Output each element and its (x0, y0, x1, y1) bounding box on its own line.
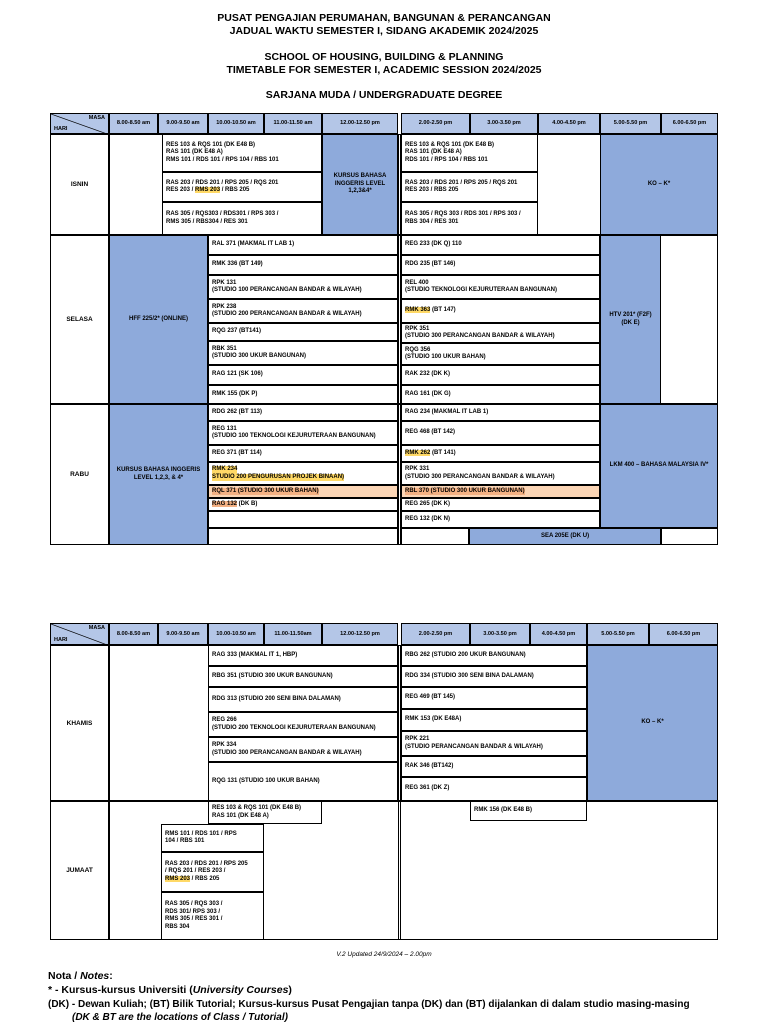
rabu-empty-cell (208, 511, 398, 528)
rabu-class-am-4 (208, 462, 398, 485)
rabu-sea: SEA 205E (DK U) (469, 528, 661, 545)
time-header: 5.00-5.50 pm (600, 113, 661, 134)
day-selasa: SELASA (50, 235, 109, 404)
class-text: / RBS 205 (190, 875, 220, 882)
note-3: (DK & BT are the locations of Class / Tutorial) (72, 1012, 288, 1023)
class-line: RAK 232 (DK K) (405, 371, 451, 378)
highlight-text: RQL 371 (STUDIO 300 UKUR BAHAN) (212, 487, 319, 494)
day-khamis: KHAMIS (50, 645, 109, 801)
class-line: RPK 351 (405, 325, 430, 332)
time-header: 5.00-5.50 pm (587, 623, 649, 645)
time-header: 9.00-9.50 am (158, 113, 208, 134)
class-line: RAS 305 / RQS 303 / (165, 901, 223, 907)
selasa-class-am-8 (208, 385, 398, 404)
hari-label: HARI (54, 637, 68, 643)
class-line: (STUDIO 100 PERANCANGAN BANDAR & WILAYAH) (212, 287, 362, 293)
class-line (212, 501, 394, 509)
selasa-class-pm-3 (401, 275, 600, 299)
header-line-3: SCHOOL OF HOUSING, BUILDING & PLANNING (264, 51, 504, 63)
class-line: RQG 131 (STUDIO 100 UKUR BAHAN) (212, 777, 320, 784)
class-line: RAS 203 / RDS 201 / RPS 205 (165, 860, 248, 867)
class-line: RAS 101 (DK E48 A) (405, 149, 462, 156)
class-text: RES 203 / (166, 187, 196, 193)
rabu-class-am-5 (208, 485, 398, 498)
class-line: RAS 101 (DK E48 A) (212, 812, 269, 819)
class-line (165, 876, 260, 884)
jumaat-class-pm-1: RMK 156 (DK E48 B) (470, 801, 587, 821)
class-line (405, 307, 596, 315)
selasa-class-am-5 (208, 323, 398, 341)
rabu-empty-cell (208, 528, 398, 545)
rabu-class-am-3: REG 371 (BT 114) (208, 445, 398, 462)
class-line: REG 266 (212, 717, 237, 723)
day-isnin: ISNIN (50, 134, 109, 235)
khamis-class-pm-2 (401, 666, 587, 687)
class-line: RAG 161 (DK G) (405, 390, 451, 397)
class-line: REG 361 (DK Z) (405, 785, 450, 792)
notes-title-a: Nota / (48, 970, 81, 982)
selasa-htv: HTV 201* (F2F) (DK E) (600, 235, 661, 404)
selasa-class-pm-1 (401, 235, 600, 255)
class-line: RDG 235 (BT 146) (405, 261, 456, 268)
time-header: 4.00-4.50 pm (538, 113, 600, 134)
time-header: 2.00-2.50 pm (401, 623, 470, 645)
class-line: REG 131 (212, 425, 237, 432)
class-line: RAL 371 (MAKMAL IT LAB 1) (212, 241, 295, 248)
masa-label: MASA (88, 625, 105, 631)
isnin-class-pm-1 (401, 134, 538, 172)
notes-title-b: Notes (80, 970, 110, 982)
class-line: RMS 101 / RDS 101 / RPS (165, 830, 237, 837)
khamis-ko-k: KO – K* (587, 645, 718, 801)
note-1b: University Courses (192, 984, 289, 996)
selasa-class-pm-8 (401, 385, 600, 404)
class-line: RDG 313 (STUDIO 200 SENI BINA DALAMAN) (212, 695, 341, 702)
header-line-2: JADUAL WAKTU SEMESTER I, SIDANG AKADEMIK 2024/2025 (229, 25, 539, 37)
khamis-class-am-3 (208, 687, 398, 712)
class-line: REL 400 (405, 279, 429, 286)
notes-title-c: : (109, 970, 113, 982)
note-2: (DK) - Dewan Kuliah; (BT) Bilik Tutorial; Kursus-kursus Pusat Pengajian tanpa (DK) dan (BT) dijalankan di dalam studio masing-masing (48, 999, 690, 1010)
jumaat-class-am-4 (161, 892, 264, 940)
class-line (405, 450, 596, 458)
highlight-text: RMK 363 (405, 307, 431, 314)
rabu-class-pm-2: REG 468 (BT 142) (401, 421, 600, 445)
class-line: RPK 238 (212, 303, 237, 310)
time-header: 10.00-10.50 am (208, 113, 264, 134)
class-line: (STUDIO PERANCANGAN BANDAR & WILAYAH) (405, 743, 543, 750)
jumaat-class-am-1 (208, 801, 322, 824)
isnin-class-pm-2 (401, 172, 538, 202)
header-line-4: TIMETABLE FOR SEMESTER I, ACADEMIC SESSION 2024/2025 (226, 64, 542, 76)
rabu-class-pm-1: RAG 234 (MAKMAL IT LAB 1) (401, 404, 600, 421)
isnin-class-am-1 (162, 134, 322, 172)
isnin-class-am-2 (162, 172, 322, 202)
time-header: 12.00-12.50 pm (322, 113, 398, 134)
lunch-divider (398, 645, 401, 940)
class-line: RPK 334 (212, 742, 237, 748)
class-line: RBG 351 (STUDIO 300 UKUR BANGUNAN) (212, 672, 333, 679)
selasa-class-pm-4 (401, 299, 600, 323)
class-line: 104 / RBS 101 (165, 838, 205, 844)
time-header: 8.00-8.50 am (109, 623, 158, 645)
rabu-empty-cell (401, 528, 469, 545)
rabu-class-pm-7: REG 132 (DK N) (401, 511, 600, 528)
rabu-class-pm-5 (401, 485, 600, 498)
rabu-class-am-6 (208, 498, 398, 511)
class-line: RMS 101 / RDS 101 / RPS 104 / RBS 101 (166, 156, 279, 163)
highlight-text: STUDIO 200 PENGURUSAN PROJEK BINAAN) (212, 473, 345, 480)
class-line: RMK 155 (DK P) (212, 390, 258, 397)
class-line: RES 103 & RQS 101 (DK E48 B) (212, 805, 302, 811)
highlight-text: RMS 203 (165, 875, 191, 882)
isnin-class-pm-3 (401, 202, 538, 235)
khamis-class-pm-5 (401, 731, 587, 756)
class-line: RPK 331 (405, 466, 430, 472)
class-line: RBS 304 (165, 923, 190, 930)
rabu-lkm: LKM 400 – BAHASA MALAYSIA IV* (600, 404, 718, 528)
time-header: 11.00-11.50am (264, 623, 322, 645)
class-line: RPK 131 (212, 279, 237, 286)
version-note: V.2 Updated 24/9/2024 – 2.00pm (336, 951, 432, 958)
jumaat-class-am-3 (161, 852, 264, 892)
class-line: RAS 203 / RDS 201 / RPS 205 / RQS 201 (405, 179, 518, 186)
highlight-text: RMK 234 (212, 466, 238, 472)
khamis-class-am-2 (208, 666, 398, 687)
selasa-class-am-6 (208, 341, 398, 365)
class-line: RDS 101 / RPS 104 / RBS 101 (405, 156, 488, 163)
class-line: (STUDIO 300 PERANCANGAN BANDAR & WILAYAH) (405, 333, 555, 339)
selasa-class-am-1 (208, 235, 398, 255)
class-line: RDG 334 (STUDIO 300 SENI BINA DALAMAN) (405, 672, 534, 679)
day-jumaat: JUMAAT (50, 801, 109, 940)
hari-label: HARI (54, 126, 68, 132)
class-line: (STUDIO TEKNOLOGI KEJURUTERAAN BANGUNAN) (405, 287, 557, 293)
rabu-empty-cell (661, 528, 718, 545)
selasa-hff: HFF 225/2* (ONLINE) (109, 235, 208, 404)
class-line: RES 103 & RQS 101 (DK E48 B) (405, 141, 495, 148)
selasa-class-am-3 (208, 275, 398, 299)
class-line: RAS 101 (DK E48 A) (166, 149, 223, 156)
class-line: (STUDIO 200 TEKNOLOGI KEJURUTERAAN BANGUNAN) (212, 724, 376, 731)
masa-label: MASA (88, 115, 105, 121)
class-line: (STUDIO 300 PERANCANGAN BANDAR & WILAYAH) (405, 473, 555, 480)
selasa-class-pm-5 (401, 323, 600, 343)
class-line: RQG 237 (BT141) (212, 328, 262, 335)
header-line-1: PUSAT PENGAJIAN PERUMAHAN, BANGUNAN & PERANCANGAN (217, 12, 551, 24)
lunch-divider (398, 134, 401, 545)
highlight-text: RMS 203 (195, 187, 221, 193)
class-line: RQG 356 (405, 346, 431, 353)
time-header: 6.00-6.50 pm (649, 623, 718, 645)
rabu-class-pm-4 (401, 462, 600, 485)
class-line: RBK 351 (212, 345, 237, 352)
class-line: RBG 262 (STUDIO 200 UKUR BANGUNAN) (405, 651, 526, 658)
class-line: RPK 221 (405, 736, 430, 742)
selasa-class-pm-7 (401, 365, 600, 385)
header-line-5: SARJANA MUDA / UNDERGRADUATE DEGREE (265, 89, 503, 101)
time-header: 2.00-2.50 pm (401, 113, 470, 134)
selasa-class-am-7 (208, 365, 398, 385)
class-line: RES 203 / RBS 205 (405, 187, 459, 193)
time-header: 11.00-11.50 am (264, 113, 322, 134)
highlight-text: RMK 262 (405, 449, 431, 456)
time-header: 4.00-4.50 pm (530, 623, 587, 645)
class-line: RMS 305 / RBS304 / RES 301 (166, 218, 248, 225)
class-text: (BT 141) (430, 449, 456, 456)
class-line: REG 233 (DK Q) 110 (405, 241, 462, 248)
highlight-text: RAG 132 (212, 500, 238, 507)
khamis-class-am-5 (208, 737, 398, 762)
rabu-class-pm-6: REG 265 (DK K) (401, 498, 600, 511)
corner-cell (50, 623, 109, 645)
class-line: (STUDIO 100 UKUR BAHAN) (405, 354, 486, 360)
class-line: (STUDIO 100 TEKNOLOGI KEJURUTERAAN BANGUNAN) (212, 433, 376, 439)
rabu-class-pm-3 (401, 445, 600, 462)
khamis-class-am-4 (208, 712, 398, 737)
class-text: (DK B) (237, 500, 258, 507)
time-header: 3.00-3.50 pm (470, 623, 530, 645)
selasa-class-pm-2 (401, 255, 600, 275)
khamis-class-am-6 (208, 762, 398, 801)
isnin-class-am-3 (162, 202, 322, 235)
rabu-class-am-2 (208, 421, 398, 445)
selasa-class-pm-6 (401, 343, 600, 365)
class-line: RES 103 & RQS 101 (DK E48 B) (166, 141, 256, 148)
note-1a: * - Kursus-kursus Universiti ( (48, 984, 193, 996)
time-header: 6.00-6.50 pm (661, 113, 718, 134)
time-header: 3.00-3.50 pm (470, 113, 538, 134)
corner-cell (50, 113, 109, 134)
class-line: RMK 336 (BT 149) (212, 261, 263, 268)
class-line: RMK 153 (DK E48A) (405, 716, 462, 723)
class-line: / RQS 201 / RES 203 / (165, 868, 226, 875)
class-line (166, 187, 318, 195)
notes-title (48, 970, 113, 983)
khamis-class-pm-7 (401, 777, 587, 801)
class-line: RAG 121 (SK 106) (212, 371, 263, 378)
isnin-kursus-bahasa: KURSUS BAHASA INGGERIS LEVEL 1,2,3&4* (322, 134, 398, 235)
class-line: RAS 203 / RDS 201 / RPS 205 / RQS 201 (166, 179, 279, 186)
class-line: RAG 333 (MAKMAL IT 1, HBP) (212, 651, 298, 658)
jumaat-class-am-2 (161, 824, 264, 852)
rabu-class-am-1: RDG 262 (BT 113) (208, 404, 398, 421)
khamis-class-pm-6 (401, 756, 587, 777)
isnin-ko-k: KO – K* (600, 134, 718, 235)
khamis-class-pm-4 (401, 709, 587, 731)
time-header: 10.00-10.50 am (208, 623, 264, 645)
time-header: 8.00-8.50 am (109, 113, 158, 134)
time-header: 9.00-9.50 am (158, 623, 208, 645)
day-rabu: RABU (50, 404, 109, 545)
highlight-text: RBL 370 (STUDIO 300 UKUR BANGUNAN) (405, 487, 525, 494)
class-text: / RBS 205 (220, 187, 250, 193)
class-line: (STUDIO 200 PERANCANGAN BANDAR & WILAYAH) (212, 311, 362, 317)
time-header: 12.00-12.50 pm (322, 623, 398, 645)
class-line: RAS 305 / RQS303 / RDS301 / RPS 303 / (166, 211, 279, 217)
note-1 (48, 984, 292, 997)
class-line: RBS 304 / RES 301 (405, 218, 459, 225)
class-line: REG 469 (BT 145) (405, 694, 456, 701)
khamis-class-pm-3 (401, 687, 587, 709)
selasa-class-am-2 (208, 255, 398, 275)
class-line: (STUDIO 300 UKUR BANGUNAN) (212, 353, 307, 359)
class-line: RAS 305 / RQS 303 / RDS 301 / RPS 303 / (405, 211, 521, 217)
note-1c: ) (288, 984, 292, 996)
khamis-class-am-1 (208, 645, 398, 666)
class-line: RMS 305 / RES 301 / (165, 916, 223, 922)
class-line: RAK 346 (BT142) (405, 762, 454, 769)
class-line: RDS 301/ RPS 303 / (165, 908, 221, 915)
class-line: (STUDIO 300 PERANCANGAN BANDAR & WILAYAH) (212, 749, 362, 756)
class-text: (BT 147) (430, 307, 456, 314)
rabu-kursus-bahasa: KURSUS BAHASA INGGERIS LEVEL 1,2,3, & 4* (109, 404, 208, 545)
khamis-class-pm-1 (401, 645, 587, 666)
selasa-class-am-4 (208, 299, 398, 323)
